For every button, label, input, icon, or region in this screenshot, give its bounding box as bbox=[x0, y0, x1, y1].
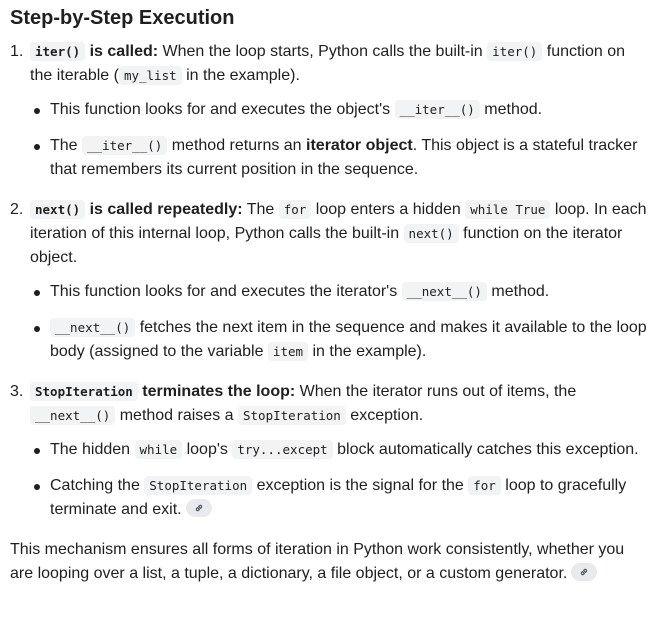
step-item bbox=[10, 40, 650, 182]
bullet-dot bbox=[34, 108, 40, 114]
bullet-dot bbox=[34, 326, 40, 332]
source-link-button[interactable] bbox=[186, 499, 212, 517]
bullet-text: method. bbox=[486, 283, 550, 300]
bullet-item bbox=[50, 280, 650, 304]
bullet-text: The hidden bbox=[50, 441, 135, 458]
bullet-dot bbox=[34, 448, 40, 454]
bold-text: iterator object bbox=[306, 137, 413, 154]
step-heading-text: is called repeatedly: bbox=[85, 201, 243, 218]
bullet-text: loop to gracefully terminate and exit. bbox=[50, 477, 627, 518]
step-heading-text: terminates the loop: bbox=[137, 383, 296, 400]
bullet-text: in the example). bbox=[308, 343, 427, 360]
inline-code: StopIteration bbox=[238, 406, 346, 425]
bullet-text: method returns an bbox=[167, 137, 307, 154]
summary-text: This mechanism ensures all forms of iteration in Python work consistently, whether you are looping over a list, a tuple, a dictionary, a file object, or a custom generator. bbox=[10, 541, 625, 582]
link-icon bbox=[194, 503, 204, 513]
step-text: loop enters a hidden bbox=[311, 201, 466, 218]
inline-code: StopIteration bbox=[144, 476, 252, 495]
step-number: 2. bbox=[10, 201, 24, 218]
bullet-item bbox=[50, 438, 650, 462]
step-text: method raises a bbox=[115, 407, 238, 424]
step-text: When the loop starts, Python calls the built-in bbox=[158, 43, 488, 60]
step-text: When the iterator runs out of items, the bbox=[295, 383, 577, 400]
bullet-item bbox=[50, 98, 650, 122]
source-link-button[interactable] bbox=[571, 563, 597, 581]
inline-code: iter() bbox=[487, 42, 542, 61]
inline-code: try...except bbox=[232, 440, 332, 459]
inline-code: while True bbox=[465, 200, 550, 219]
section-title: Step-by-Step Execution bbox=[10, 7, 235, 29]
inline-code: __next__() bbox=[50, 318, 135, 337]
inline-code: next() bbox=[404, 224, 459, 243]
step-text: function on the iterable ( bbox=[30, 43, 626, 84]
bullet-text: loop's bbox=[182, 441, 233, 458]
bullet-dot bbox=[34, 484, 40, 490]
bullet-text: This function looks for and executes the object's bbox=[50, 101, 395, 118]
step-number: 1. bbox=[10, 43, 24, 60]
bullet-text: . This object is a stateful tracker that remembers its current position in the sequence. bbox=[50, 137, 638, 178]
inline-code: my_list bbox=[119, 66, 182, 85]
step-text: The bbox=[242, 201, 279, 218]
step-number: 3. bbox=[10, 383, 24, 400]
step-text: loop. In each iteration of this internal loop, Python calls the built-in bbox=[30, 201, 647, 242]
step-text: function on the iterator object. bbox=[30, 225, 623, 266]
bullet-text: exception is the signal for the bbox=[252, 477, 469, 494]
step-heading bbox=[30, 43, 158, 60]
summary-paragraph bbox=[10, 538, 650, 586]
bullet-text: method. bbox=[479, 101, 543, 118]
sub-bullet-list bbox=[30, 98, 650, 182]
bullet-item bbox=[50, 316, 650, 364]
step-heading bbox=[30, 201, 243, 218]
response-content bbox=[10, 0, 650, 586]
inline-code: __next__() bbox=[30, 406, 115, 425]
link-icon bbox=[579, 567, 589, 577]
inline-code: next() bbox=[30, 200, 85, 219]
bullet-text: This function looks for and executes the iterator's bbox=[50, 283, 402, 300]
bullet-text: Catching the bbox=[50, 477, 145, 494]
inline-code: for bbox=[468, 476, 501, 495]
inline-code: StopIteration bbox=[30, 382, 138, 401]
bullet-text: block automatically catches this exception. bbox=[332, 441, 639, 458]
inline-code: for bbox=[279, 200, 312, 219]
inline-code: iter() bbox=[30, 42, 85, 61]
step-item bbox=[10, 198, 650, 364]
bullet-item bbox=[50, 134, 650, 182]
steps-list bbox=[10, 40, 650, 522]
inline-code: item bbox=[268, 342, 308, 361]
bullet-dot bbox=[34, 290, 40, 296]
bullet-item bbox=[50, 474, 650, 522]
sub-bullet-list bbox=[30, 438, 650, 522]
inline-code: __next__() bbox=[402, 282, 487, 301]
step-text: in the example). bbox=[181, 67, 300, 84]
step-item bbox=[10, 380, 650, 522]
step-heading bbox=[30, 383, 295, 400]
bullet-dot bbox=[34, 144, 40, 150]
bullet-text: The bbox=[50, 137, 83, 154]
inline-code: while bbox=[135, 440, 183, 459]
bullet-text: fetches the next item in the sequence and makes it available to the loop body (assigned to the variable bbox=[50, 319, 647, 360]
inline-code: __iter__() bbox=[82, 136, 167, 155]
step-text: exception. bbox=[345, 407, 424, 424]
sub-bullet-list bbox=[30, 280, 650, 364]
step-heading-text: is called: bbox=[85, 43, 159, 60]
inline-code: __iter__() bbox=[395, 100, 480, 119]
